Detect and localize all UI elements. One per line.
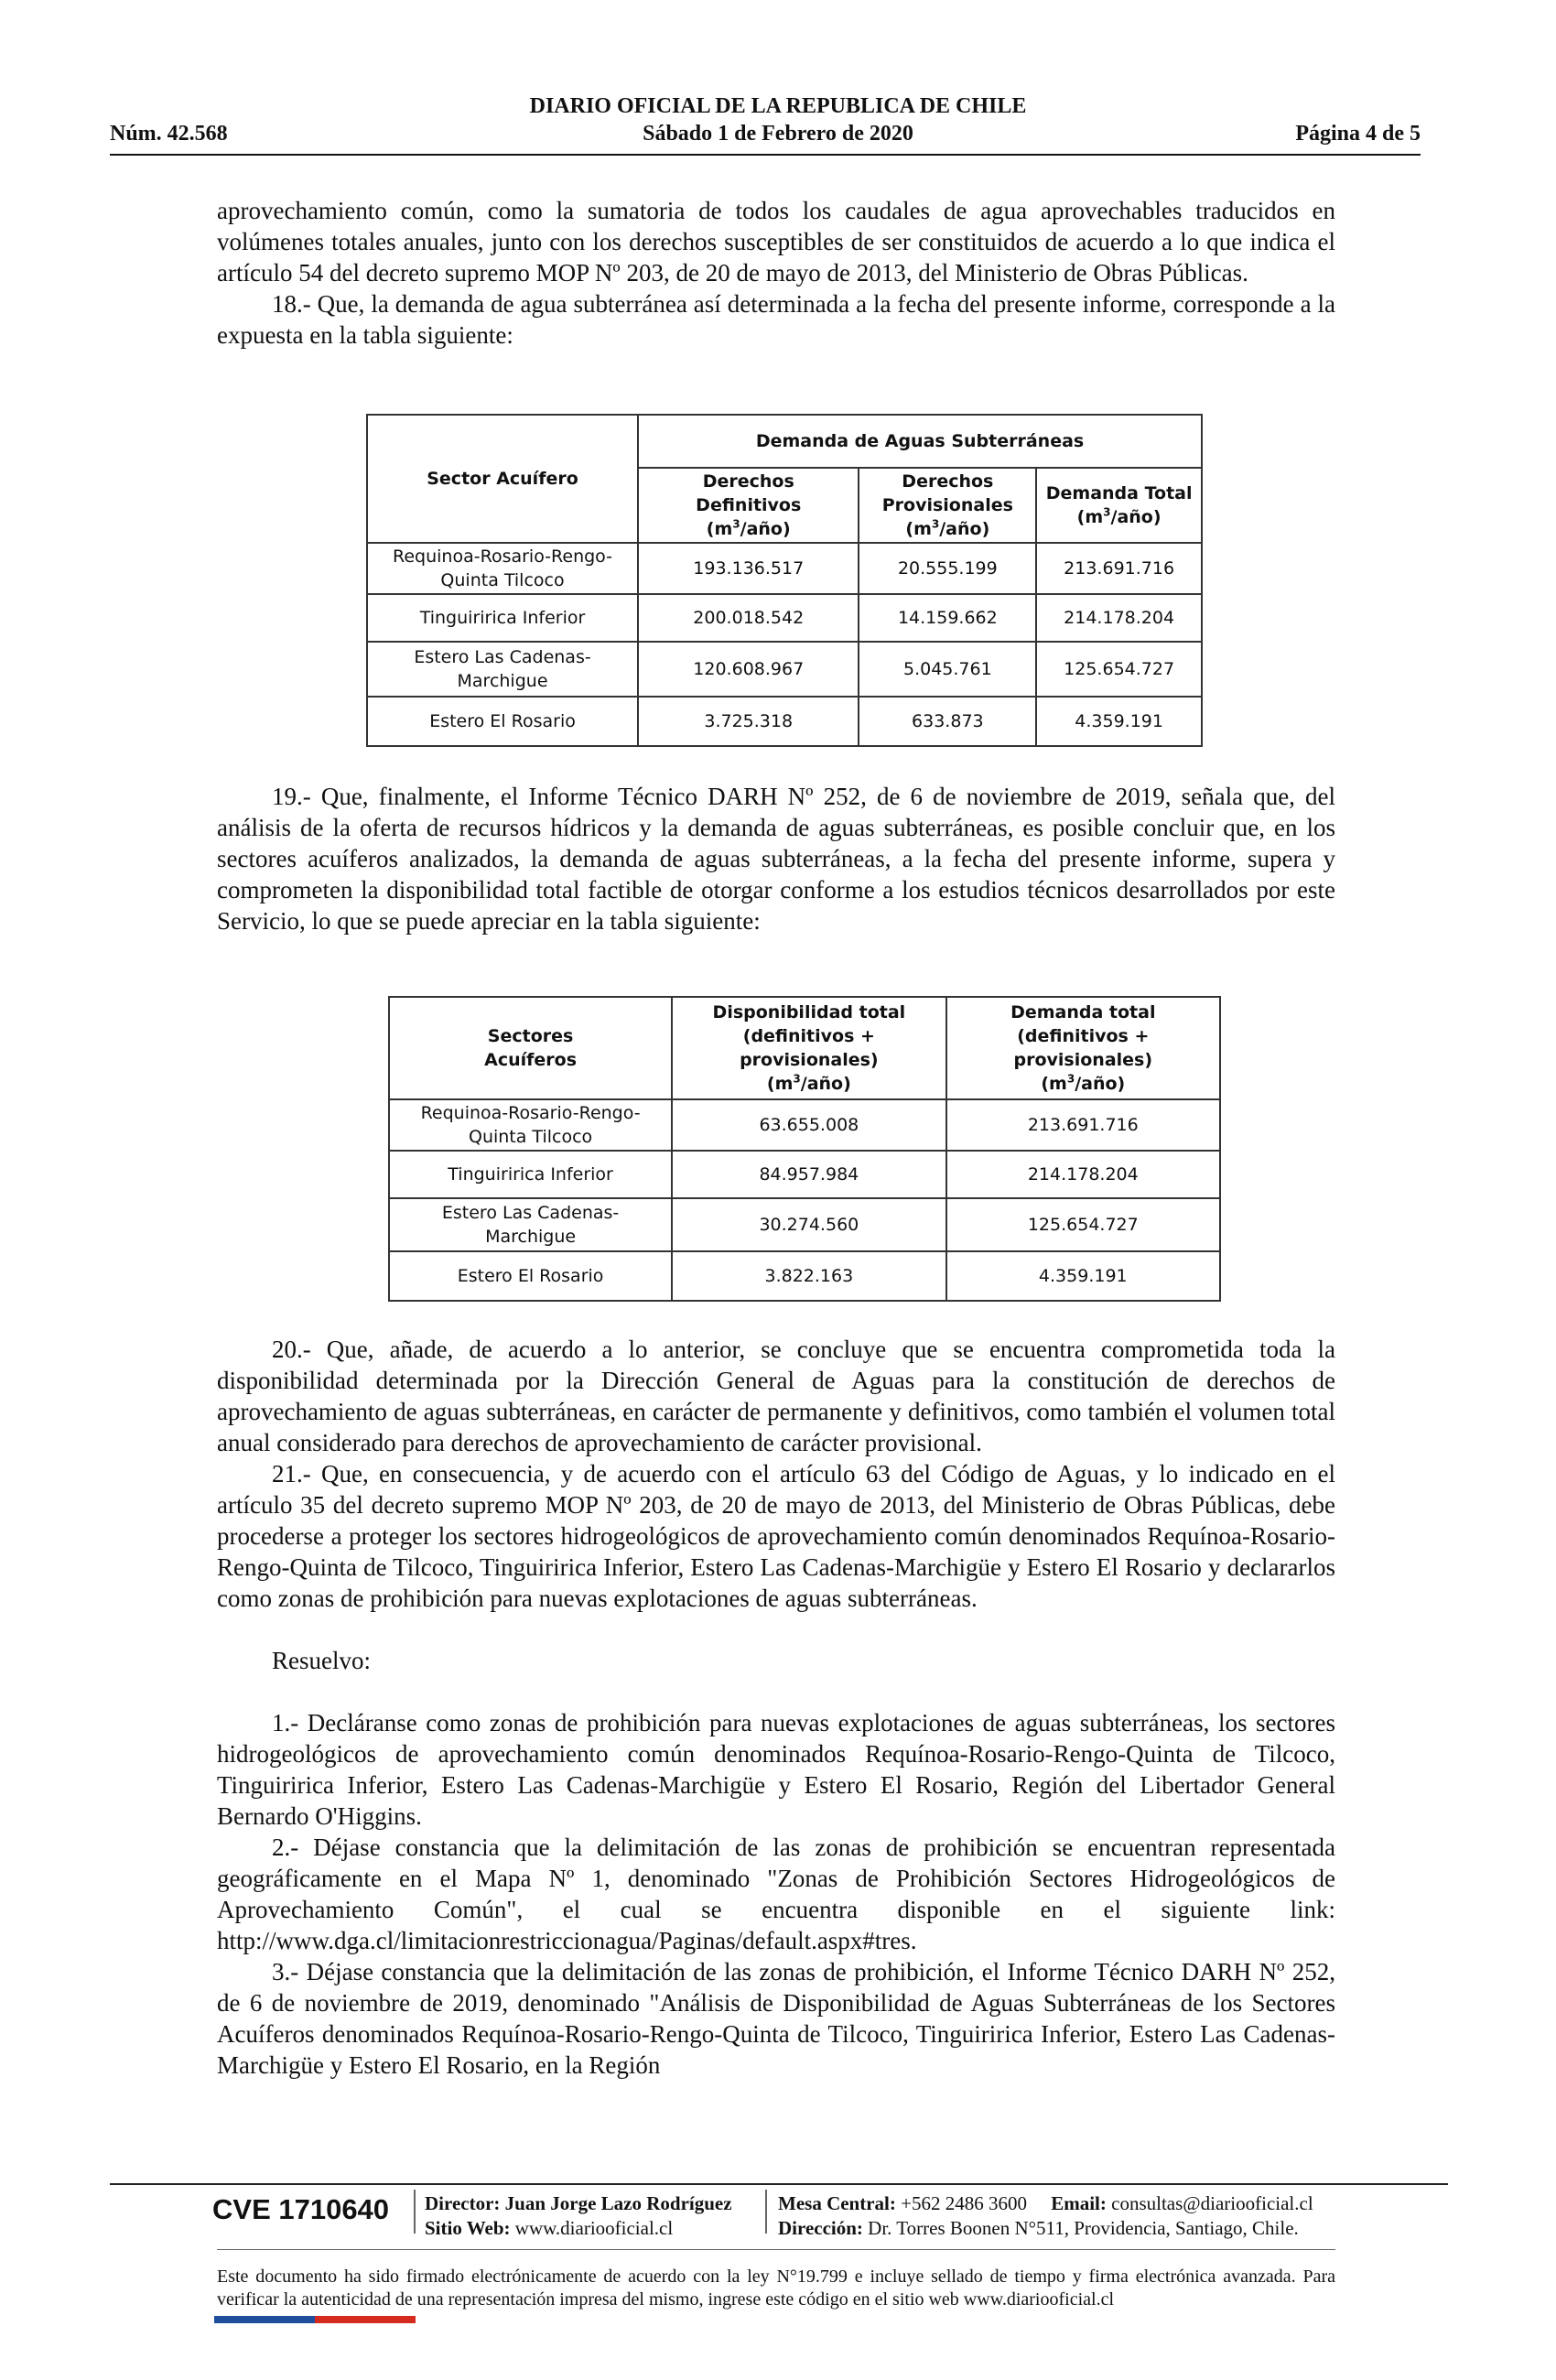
- paragraph-21: 21.- Que, en consecuencia, y de acuerdo con el artículo 63 del Código de Aguas, y lo indicado en el artículo 35 del decreto supremo MOP Nº 203, de 20 de mayo de 2013, del Ministerio de Obras Públicas, debe procederse a proteger los sectores hidrogeológicos de aprovechamiento común denominados Requínoa-Rosario-Rengo-Quinta de Tilcoco, Tinguiririca Inferior, Estero Las Cadenas-Marchigüe y Estero El Rosario y declararlos como zonas de prohibición para nuevas explotaciones de aguas subterráneas.: [217, 1460, 1335, 1612]
- sector-cell: Estero Las Cadenas- Marchigue: [367, 642, 638, 697]
- table-row: [367, 543, 1202, 594]
- provisionales-cell: 633.873: [859, 697, 1036, 746]
- col-definitivos-header: Derechos Definitivos $(m^3/año)$: [638, 468, 859, 543]
- site-link[interactable]: www.diariooficial.cl: [514, 2217, 674, 2239]
- newspaper-title: DIARIO OFICIAL DE LA REPUBLICA DE CHILE: [529, 94, 1027, 118]
- provisionales-cell: 14.159.662: [859, 594, 1036, 642]
- paragraph-20: 20.- Que, añade, de acuerdo a lo anterior, se concluye que se encuentra comprometida toda la disponibilidad determinada por la Dirección General de Aguas para la constitución de derechos de aprovechamiento de aguas subterráneas, en carácter de permanente y definitivos, como también el volumen total anual considerado para derechos de aprovechamiento de carácter provisional.: [217, 1336, 1335, 1456]
- group-header: Demanda de Aguas Subterráneas: [638, 415, 1202, 468]
- footer-divider: [765, 2190, 767, 2234]
- definitivos-cell: 193.136.517: [638, 543, 859, 594]
- footer-contact-block: Mesa Central: +562 2486 3600 Email: consultas@diariooficial.cl Dirección: Dr. Torres Boonen N°511, Providencia, Santiago, Chile.: [778, 2192, 1313, 2239]
- disponibilidad-cell: 30.274.560: [672, 1198, 945, 1251]
- sector-cell: Requinoa-Rosario-Rengo- Quinta Tilcoco: [367, 543, 638, 594]
- issue-date: Sábado 1 de Febrero de 2020: [643, 122, 913, 146]
- flag-red-segment: [315, 2316, 416, 2323]
- definitivos-cell: 200.018.542: [638, 594, 859, 642]
- footer-rule: [110, 2183, 1448, 2185]
- demanda-cell: 125.654.727: [946, 1198, 1220, 1251]
- sector-cell: Requinoa-Rosario-Rengo- Quinta Tilcoco: [389, 1099, 672, 1151]
- resolution-3: 3.- Déjase constancia que la delimitación de las zonas de prohibición, el Informe Técnico DARH Nº 252, de 6 de noviembre de 2019, denominado "Análisis de Disponibilidad de Aguas Subterráneas de los Sectores Acuíferos denominados Requínoa-Rosario-Rengo-Quinta de Tilcoco, Tinguiririca Inferior, Estero Las Cadenas-Marchigüe y Estero El Rosario, en la Región: [217, 1958, 1335, 2079]
- disponibilidad-cell: 3.822.163: [672, 1251, 945, 1301]
- table-row: [367, 594, 1202, 642]
- sector-cell: Estero El Rosario: [389, 1251, 672, 1301]
- resolution-2: 2.- Déjase constancia que la delimitación de las zonas de prohibición se encuentran representada geográficamente en el Mapa Nº 1, denominado "Zonas de Prohibición Sectores Hidrogeológicos de Aprovechamiento Común", el cual se encuentra disponible en el siguiente link: http://www.dga.cl/limitacionrestriccionagua/Paginas/default.aspx#tres.: [217, 1834, 1335, 1954]
- provisionales-cell: 5.045.761: [859, 642, 1036, 697]
- table-row: [389, 1198, 1220, 1251]
- total-cell: 213.691.716: [1036, 543, 1202, 594]
- page-number: Página 4 de 5: [1295, 122, 1421, 146]
- total-cell: 125.654.727: [1036, 642, 1202, 697]
- text-block-1: [217, 195, 1335, 351]
- total-cell: 214.178.204: [1036, 594, 1202, 642]
- definitivos-cell: 3.725.318: [638, 697, 859, 746]
- paragraph-18: 18.- Que, la demanda de agua subterránea así determinada a la fecha del presente informe, corresponde a la expuesta en la tabla siguiente:: [217, 290, 1335, 349]
- sector-cell: Estero El Rosario: [367, 697, 638, 746]
- demand-table: [366, 414, 1203, 747]
- demanda-cell: 4.359.191: [946, 1251, 1220, 1301]
- col-provisionales-header: Derechos Provisionales $(m^3/año)$: [859, 468, 1036, 543]
- text-block-3: [217, 1334, 1335, 2081]
- table-row: [389, 1251, 1220, 1301]
- availability-table: [388, 996, 1221, 1302]
- paragraph-17-end: aprovechamiento común, como la sumatoria de todos los caudales de agua aprovechables traducidos en volúmenes totales anuales, junto con los derechos susceptibles de ser constituidos de acuerdo a lo que indica el artículo 54 del decreto supremo MOP Nº 203, de 20 de mayo de 2013, del Ministerio de Obras Públicas.: [217, 197, 1335, 287]
- text-block-2: [217, 781, 1335, 936]
- footer-inner-rule: [217, 2249, 1335, 2250]
- col-total-header: Demanda Total $(m^3/año)$: [1036, 468, 1202, 543]
- col-demanda-header: Demanda total (definitivos + provisionales) $(m^3/año)$: [946, 997, 1220, 1099]
- paragraph-19: 19.- Que, finalmente, el Informe Técnico DARH Nº 252, de 6 de noviembre de 2019, señala que, del análisis de la oferta de recursos hídricos y la demanda de aguas subterráneas, es posible concluir que, en los sectores acuíferos analizados, la demanda de aguas subterráneas, a la fecha del presente informe, supera y comprometen la disponibilidad total factible de otorgar conforme a los estudios técnicos desarrollados por este Servicio, lo que se puede apreciar en la tabla siguiente:: [217, 783, 1335, 935]
- col-sector-header: Sector Acuífero: [367, 415, 638, 543]
- table-row: [367, 642, 1202, 697]
- flag-blue-segment: [214, 2316, 315, 2323]
- disponibilidad-cell: 63.655.008: [672, 1099, 945, 1151]
- table-row: [389, 1151, 1220, 1198]
- email-link[interactable]: consultas@diariooficial.cl: [1111, 2192, 1313, 2214]
- definitivos-cell: 120.608.967: [638, 642, 859, 697]
- disponibilidad-cell: 84.957.984: [672, 1151, 945, 1198]
- issue-number: Núm. 42.568: [110, 122, 228, 146]
- cve-code: CVE 1710640: [212, 2193, 390, 2225]
- col-disponibilidad-header: Disponibilidad total (definitivos + provisionales) $(m^3/año)$: [672, 997, 945, 1099]
- sector-cell: Tinguiririca Inferior: [367, 594, 638, 642]
- footer-divider: [414, 2190, 416, 2234]
- sector-cell: Tinguiririca Inferior: [389, 1151, 672, 1198]
- col-sectores-header: Sectores Acuíferos: [389, 997, 672, 1099]
- demanda-cell: 213.691.716: [946, 1099, 1220, 1151]
- signature-note: Este documento ha sido firmado electrónicamente de acuerdo con la ley N°19.799 e incluye sellado de tiempo y firma electrónica avanzada. Para verificar la autenticidad de una representación impresa del mismo, ingrese este código en el sitio web www.diariooficial.cl: [217, 2266, 1335, 2310]
- table-row: [389, 1099, 1220, 1151]
- table-row: [367, 697, 1202, 746]
- resuelvo-heading: Resuelvo:: [272, 1647, 371, 1674]
- total-cell: 4.359.191: [1036, 697, 1202, 746]
- resolution-1: 1.- Decláranse como zonas de prohibición para nuevas explotaciones de aguas subterráneas, los sectores hidrogeológicos de aprovechamiento común denominados Requínoa-Rosario-Rengo-Quinta de Tilcoco, Tinguiririca Inferior, Estero Las Cadenas-Marchigüe y Estero El Rosario, Región del Libertador General Bernardo O'Higgins.: [217, 1709, 1335, 1830]
- sector-cell: Estero Las Cadenas- Marchigue: [389, 1198, 672, 1251]
- footer-director-block: Director: Juan Jorge Lazo Rodríguez Sitio Web: www.diariooficial.cl: [425, 2192, 732, 2239]
- demanda-cell: 214.178.204: [946, 1151, 1220, 1198]
- header-rule: [110, 154, 1421, 156]
- provisionales-cell: 20.555.199: [859, 543, 1036, 594]
